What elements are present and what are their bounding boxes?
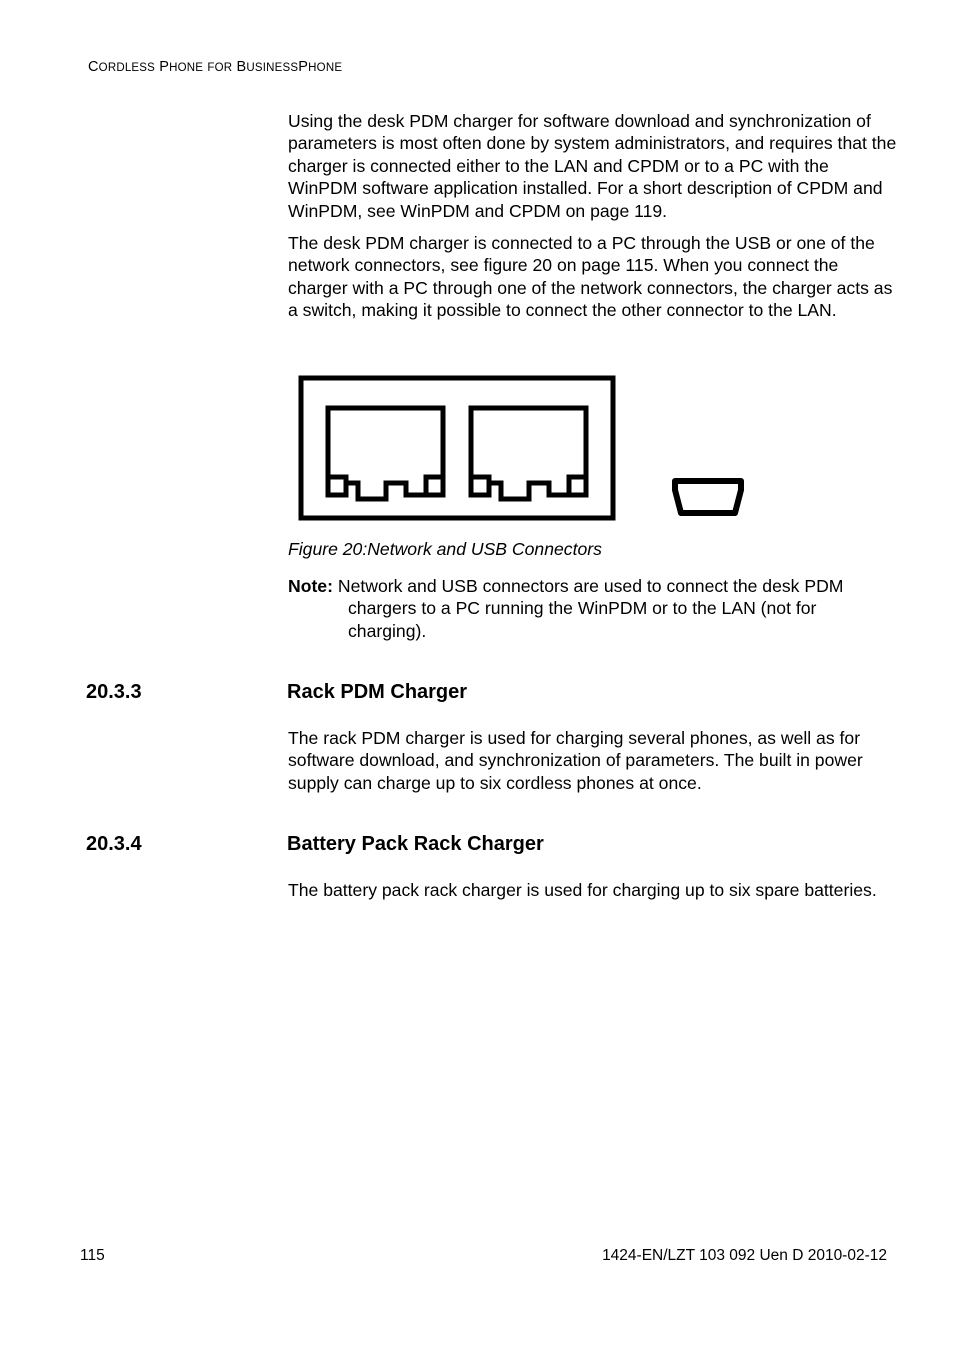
header-letter: P	[159, 59, 170, 75]
note-label: Note:	[288, 576, 333, 596]
header-smallcaps: FOR	[207, 62, 233, 74]
section-title: Rack PDM Charger	[287, 681, 468, 703]
usb-port-icon	[675, 481, 741, 513]
header-letter: P	[298, 59, 309, 75]
rj45-port-right-icon	[471, 408, 586, 499]
rj45-port-left-icon	[328, 408, 443, 499]
note-continuation: chargers to a PC running the WinPDM or to the LAN (not for charging).	[348, 598, 817, 641]
intro-paragraph: Using the desk PDM charger for software download and synchronization of parameters is most often done by system administrators, and requires that the charger is connected either to the LAN and CPDM or to a PC with the WinPDM software application installed. For a short description of CPDM and WinPDM, see WinPDM and CPDM on page 119.	[288, 111, 897, 221]
note-first-line: Network and USB connectors are used to connect the desk PDM	[337, 576, 844, 596]
header-letter: C	[88, 59, 99, 75]
document-id: 1424-EN/LZT 103 092 Uen D 2010-02-12	[602, 1247, 887, 1264]
section-number: 20.3.4	[86, 833, 142, 855]
header-smallcaps: HONE	[169, 62, 204, 74]
note-block	[288, 575, 898, 642]
connection-paragraph: The desk PDM charger is connected to a PC through the USB or one of the network connectors, see figure 20 on page 115. When you connect the charger with a PC through one of the network connectors, the charger acts as a switch, making it possible to connect the other connector to the LAN.	[288, 233, 893, 321]
section-paragraph: The battery pack rack charger is used for charging up to six spare batteries.	[288, 880, 877, 900]
header-smallcaps: HONE	[308, 62, 343, 74]
figure-caption: Figure 20:Network and USB Connectors	[288, 539, 602, 559]
page-number: 115	[80, 1247, 105, 1264]
running-header	[88, 59, 342, 75]
header-smallcaps: USINESS	[246, 62, 299, 74]
header-smallcaps: ORDLESS	[98, 62, 156, 74]
section-number: 20.3.3	[86, 681, 142, 703]
section-title: Battery Pack Rack Charger	[287, 833, 544, 855]
section-paragraph: The rack PDM charger is used for charging several phones, as well as for software download, and synchronization of parameters. The built in power supply can charge up to six cordless phones at once.	[288, 728, 863, 793]
network-usb-connectors-figure	[298, 375, 748, 523]
header-letter: B	[236, 59, 247, 75]
